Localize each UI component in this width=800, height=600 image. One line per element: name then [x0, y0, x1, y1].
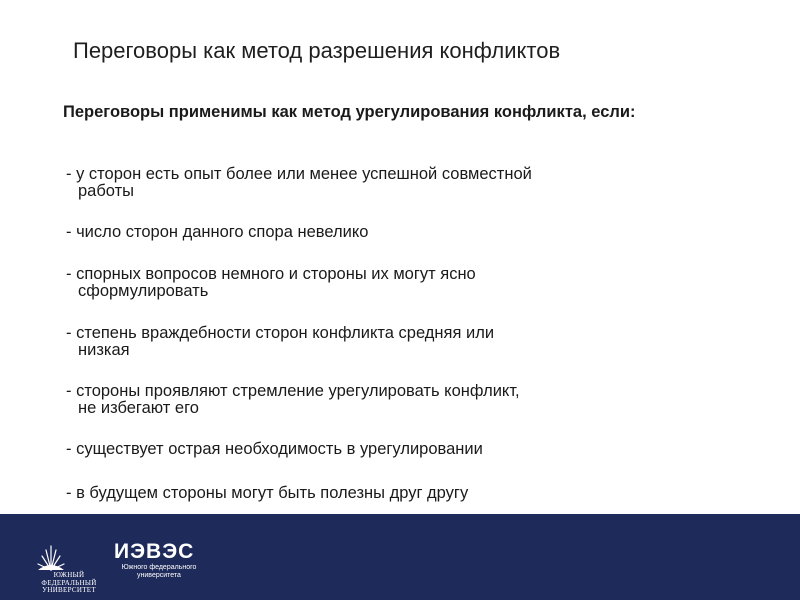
- footer-bar: [0, 514, 800, 600]
- list-item-line1: - стороны проявляют стремление урегулировать конфликт,: [66, 382, 520, 400]
- list-item-line1: - степень враждебности сторон конфликта средняя или: [66, 324, 495, 342]
- list-item: [66, 383, 666, 417]
- ievs-logo-subtitle: [114, 564, 204, 580]
- list-item-line2: сформулировать: [78, 282, 209, 300]
- list-item: [66, 485, 666, 502]
- list-item-line1: - существует острая необходимость в урегулировании: [66, 440, 483, 458]
- list-item: [66, 441, 666, 458]
- list-item: [66, 166, 666, 200]
- list-item-line1: - число сторон данного спора невелико: [66, 223, 369, 241]
- sfu-name-line3: УНИВЕРСИТЕТ: [42, 586, 96, 594]
- slide-title: Переговоры как метод разрешения конфликтов: [73, 38, 561, 63]
- radiant-sun-emblem-icon: [24, 534, 114, 574]
- list-item: [66, 224, 666, 241]
- list-item-line2: работы: [78, 182, 135, 200]
- list-item-line1: - спорных вопросов немного и стороны их могут ясно: [66, 265, 476, 283]
- list-item-line2: не избегают его: [78, 399, 199, 417]
- sfu-name-line1: ЮЖНЫЙ: [53, 571, 85, 579]
- lead-paragraph: Переговоры применимы как метод урегулирования конфликта, если:: [63, 103, 636, 121]
- ievs-subtitle-line2: университета: [137, 572, 181, 579]
- list-item: [66, 266, 666, 300]
- list-item-line1: - в будущем стороны могут быть полезны друг другу: [66, 484, 469, 502]
- list-item-line2: низкая: [78, 341, 130, 359]
- sfu-logo: [24, 534, 114, 596]
- ievs-logo-name: ИЭВЭС: [114, 540, 195, 563]
- ievs-subtitle-line1: Южного федерального: [121, 564, 197, 571]
- list-item: [66, 325, 666, 359]
- list-item-line1: - у сторон есть опыт более или менее успешной совместной: [66, 165, 532, 183]
- sfu-name-line2: ФЕДЕРАЛЬНЫЙ: [41, 578, 97, 587]
